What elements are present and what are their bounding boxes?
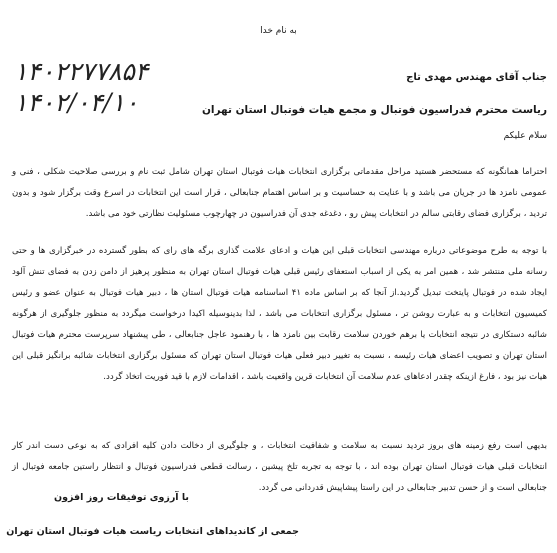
greeting: سلام علیکم	[503, 131, 547, 141]
body-paragraph-3: بدیهی است رفع زمینه های بروز تردید نسبت به سلامت و شفافیت انتخابات ، و جلوگیری از دخالت دادن کلیه افرادی که به نوعی دست اندر کار انتخابات قبلی هیات فوتبال استان تهران بوده اند ، با توجه به تجربه تلخ پیشین ، رسالت قطعی فدراسیون فوتبال و انتظار راستین جامعه فوتبال از جنابعالی است و از حسن تدبیر جنابعالی در این راستا پیشاپیش قدردانی می گردد.	[12, 440, 547, 493]
handwritten-letter-number: ۱۴۰۲۲۷۷۸۵۴	[14, 57, 149, 86]
handwritten-date: ۱۴۰۲/۰۴/۱۰	[14, 88, 139, 117]
body-paragraph-1: احتراما همانگونه که مستحضر هستید مراحل مقدماتی برگزاری انتخابات هیات فوتبال استان تهران شامل ثبت نام و بررسی صلاحیت شکلی ، فنی و عمومی نامزد ها در جریان می باشد و با عنایت به حساسیت و بر اساس اهتمام جنابعالی ، قرار است این انتخابات در اسرع وقت برگزار شود و بدون تردید ، برگزاری فضای رقابتی سالم در انتخابات پیش رو ، دغدغه جدی آن فدراسیون در چهارچوب مسئولیت نظارتی خود می باشد.	[12, 166, 547, 219]
bismillah-heading: به نام خدا	[260, 26, 297, 36]
signatory: جمعی از کاندیداهای انتخابات ریاست هیات فوتبال استان تهران	[6, 526, 299, 537]
recipient-name: جناب آقای مهندس مهدی تاج	[406, 72, 547, 83]
recipient-title: ریاست محترم فدراسیون فوتبال و مجمع هیات فوتبال استان تهران	[201, 104, 547, 116]
body-paragraph-2: با توجه به طرح موضوعاتی درباره مهندسی انتخابات قبلی این هیات و ادعای علامت گذاری برگه های رای که بطور گسترده در خبرگزاری ها و حتی رسانه ملی منتشر شد ، همین امر به یکی از اسباب استعفای رئیس قبلی هیات فوتبال استان تهران به منظور پرهیز از دامن زدن به فضای تنش آلود ایجاد شده در فوتبال پایتخت تبدیل گردید.از آنجا که بر اساس ماده ۴۱ اساسنامه هیات فوتبال استان ها ، دبیر هیات فوتبال به عنوان عضو و رئیس کمیسیون انتخابات و به عبارت روشن تر ، مسئول برگزاری انتخابات می باشد ، لذا بدینوسیله اکیدا درخواست میگردد به منظور جلوگیری از هرگونه شائبه دستکاری در نتیجه انتخابات یا برهم خوردن سلامت رقابت بین نامزد ها ، با رهنمود عاجل جنابعالی ، طی پیشنهاد سرپرست محترم هیات فوتبال استان تهران و تصویب اعضای هیات رئیسه ، نسبت به تغییر دبیر فعلی هیات فوتبال استان تهران که مسئول برگزاری انتخابات شائبه برانگیز قبلی این هیات نیز بود ، فارغ ازینکه چقدر ادعاهای عدم سلامت آن انتخابات قرین واقعیت باشد ، اقدامات لازم با قید فوریت اتخاذ گردد.	[12, 245, 547, 382]
closing-wishes: با آرزوی توفیقات روز افزون	[54, 492, 189, 503]
